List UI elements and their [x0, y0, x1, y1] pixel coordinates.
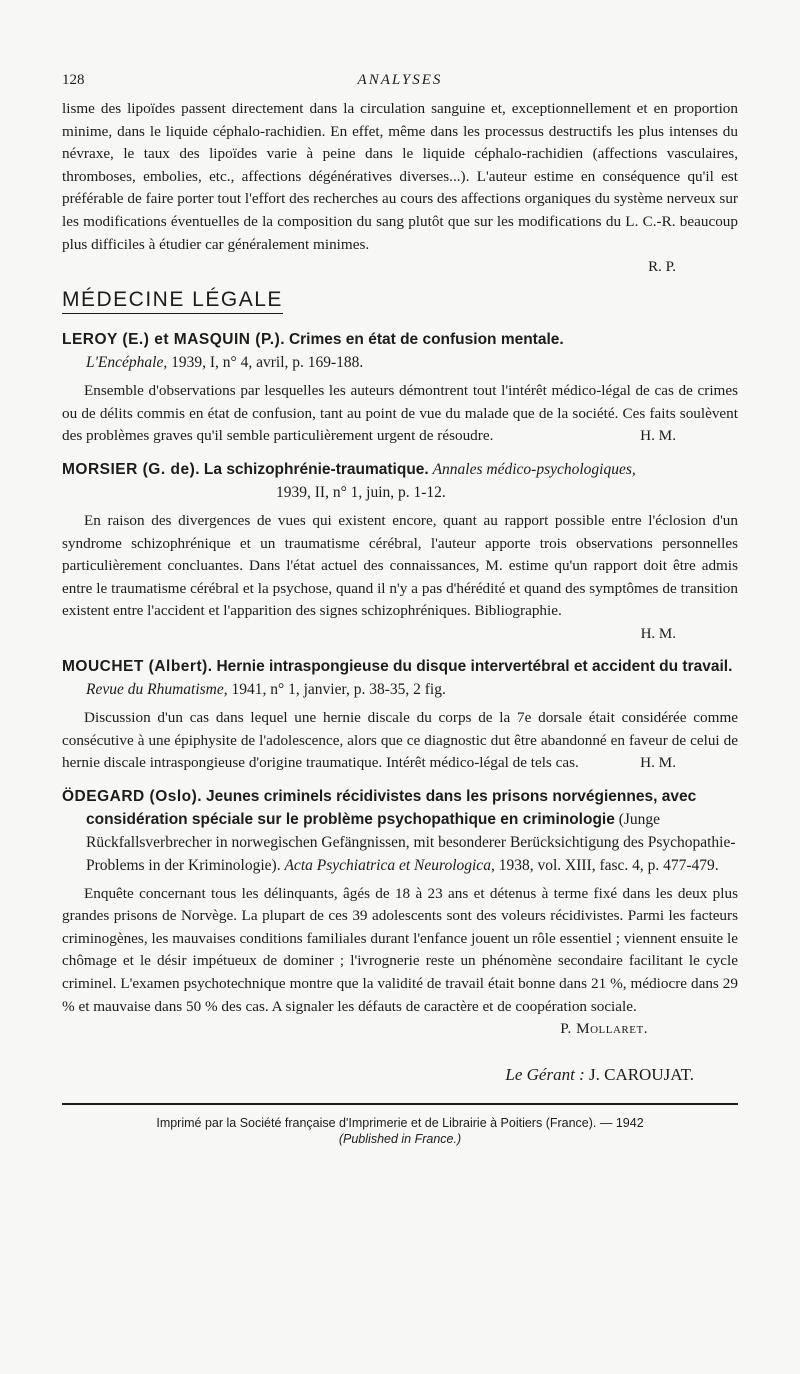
- entry-heading: [62, 785, 738, 877]
- entry-author: MOUCHET (Albert).: [62, 657, 213, 675]
- section-header: [62, 278, 738, 328]
- entry-citation: [62, 481, 738, 504]
- gerant-name: J. CAROUJAT.: [588, 1064, 694, 1084]
- entry-title: Hernie intraspongieuse du disque intervertébral et accident du travail.: [216, 657, 733, 675]
- review-entry-leroy: [62, 328, 738, 448]
- gerant-line: [62, 1065, 738, 1085]
- entry-subtitle: (Junge Rückfallsverbrecher in norwegischen Gefängnissen, mit besonderer Berücksichtigung des Psychopathie-Problems in der Kriminologie).: [86, 810, 736, 874]
- entry-signature: H. M.: [640, 754, 676, 772]
- entry-author: LEROY (E.) et MASQUIN (P.).: [62, 331, 286, 349]
- footer-rule: [62, 1103, 738, 1105]
- intro-paragraph: lisme des lipoïdes passent directement dans la circulation sanguine et, exceptionnellement et en proportion minime, dans le liquide céphalo-rachidien. En effet, même dans les processus destructifs les plus intenses du névraxe, le taux des lipoïdes varie à peine dans le liquide céphalo-rachidien (affections vasculaires, thromboses, embolies, etc., affections dégénératives diverses...). L'auteur estime en conséquence qu'il est préférable de faire porter tout l'effort des recherches au cours des affections organiques du système nerveux sur les modifications éventuelles de la composition du sang plutôt que sur les modifications du L. C.-R. beaucoup plus difficiles à étudier car généralement minimes.: [62, 100, 738, 253]
- review-entry-morsier: [62, 458, 738, 645]
- imprint-published: (Published in France.): [338, 1131, 462, 1146]
- entry-body: [62, 707, 738, 775]
- entry-body: [62, 883, 738, 1038]
- entry-body-text: Ensemble d'observations par lesquelles les auteurs démontrent tout l'intérêt médico-légal de cas de crimes ou de délits commis en état de confusion, tant au point de vue du malade que de la société. Ces faits soulèvent des problèmes graves qu'il semble particulièrement urgent de résoudre.: [62, 382, 738, 445]
- entry-journal: L'Encéphale,: [86, 354, 168, 372]
- entry-signature: H. M.: [640, 427, 676, 445]
- entry-citation-details: 1941, n° 1, janvier, p. 38-35, 2 fig.: [231, 680, 446, 698]
- entry-heading: [62, 655, 738, 701]
- running-header: [62, 72, 738, 98]
- review-entry-odegard: [62, 785, 738, 1041]
- entry-journal: Acta Psychiatrica et Neurologica,: [284, 856, 495, 874]
- intro-signature: R. P.: [648, 259, 676, 276]
- entry-heading: [62, 328, 738, 351]
- entry-body: [62, 380, 738, 448]
- entry-title: Jeunes criminels récidivistes dans les prisons norvégiennes, avec considération spéciale sur le problème psychopathique en criminologie: [86, 787, 697, 828]
- entry-author: ÖDEGARD (Oslo).: [62, 787, 203, 805]
- entry-journal: Annales médico-psychologiques,: [432, 460, 636, 478]
- entry-citation: [62, 351, 738, 374]
- page: [62, 72, 738, 1147]
- entry-body-text: Discussion d'un cas dans lequel une hernie discale du corps de la 7e dorsale était considérée comme consécutive à une épiphysite de l'adolescence, alors que ce diagnostic dut être abandonné en faveur de celui de hernie discale intraspongieuse d'origine traumatique. Intérêt médico-légal de tels cas.: [62, 708, 738, 772]
- entry-title: La schizophrénie-traumatique.: [203, 460, 429, 478]
- entry-signature: H. M.: [640, 625, 676, 642]
- entry-author: MORSIER (G. de).: [62, 460, 201, 478]
- entry-body: En raison des divergences de vues qui existent encore, quant au rapport possible entre l'éclosion d'un syndrome schizophrénique et un traumatisme cérébral, l'auteur apporte trois observations personnelles particulièrement concluantes. Dans l'état actuel des connaissances, M. estime qu'un rapport doit être admis entre le traumatisme cérébral et la psychose, quand il n'y a pas d'hérédité et quand des symptômes de transition existent entre l'accident et l'apparition des signes schizophréniques. Bibliographie.: [62, 511, 738, 620]
- gerant-label: Le Gérant :: [505, 1064, 585, 1084]
- entry-heading: [62, 458, 738, 481]
- imprint: [62, 1115, 738, 1147]
- entry-title: Crimes en état de confusion mentale.: [288, 331, 564, 349]
- running-title: ANALYSES: [357, 72, 443, 88]
- imprint-line: Imprimé par la Société française d'Imprimerie et de Librairie à Poitiers (France). — 1942: [156, 1115, 644, 1130]
- entry-citation-details: 1939, I, n° 4, avril, p. 169-188.: [171, 354, 364, 372]
- entry-citation-details: 1939, II, n° 1, juin, p. 1-12.: [276, 483, 446, 501]
- entry-body-text: Enquête concernant tous les délinquants, âgés de 18 à 23 ans et détenus à terme fixé dans les deux plus grandes prisons de Norvège. La plupart de ces 39 adolescents sont des voleurs récidivistes. Parmi les facteurs criminogènes, les mauvaises conditions familiales durant l'enfance jouent un rôle essentiel ; viennent ensuite le chômage et le désir impétueux de dominer ; l'ivrognerie reste un phénomène secondaire facilitant le cycle criminel. L'examen psychotechnique montre que la validité de travail était bonne dans 21 %, médiocre dans 29 % et mauvaise dans 50 % des cas. A signaler les défauts de caractère et de coopération sociale.: [62, 884, 738, 1015]
- entry-journal: Revue du Rhumatisme,: [86, 680, 228, 698]
- section-title: MÉDECINE LÉGALE: [62, 288, 283, 314]
- review-entry-mouchet: [62, 655, 738, 775]
- entry-signature: P. Mollaret.: [560, 1020, 648, 1038]
- entry-citation-details: 1938, vol. XIII, fasc. 4, p. 477-479.: [498, 856, 719, 874]
- page-number: 128: [62, 72, 85, 88]
